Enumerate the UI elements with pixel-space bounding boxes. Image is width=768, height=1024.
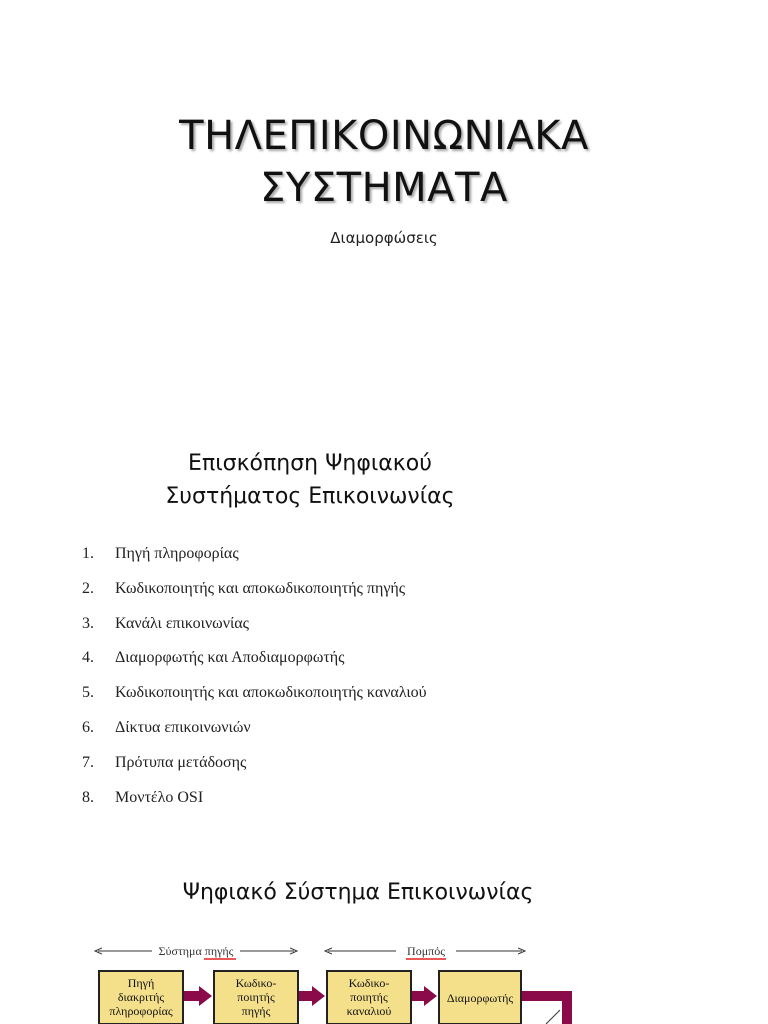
list-item (82, 649, 427, 684)
list-item-number: 5. (82, 684, 94, 702)
overview-heading (0, 447, 620, 513)
span-source-label: Σύστημα πηγής (158, 944, 234, 958)
main-title-line1: ΤΗΛΕΠΙΚΟΙΝΩΝΙΑΚΑ (179, 113, 589, 159)
main-title (0, 110, 768, 214)
list-item (82, 615, 427, 650)
block-source-line2: διακριτής (117, 990, 165, 1004)
list-item (82, 719, 427, 754)
list-item-label: Κωδικοποιητής και αποκωδικοποιητής καναλιού (115, 684, 427, 702)
block-modulator (439, 971, 521, 1024)
list-item-number: 7. (82, 753, 94, 771)
list-item-number: 4. (82, 649, 94, 667)
block-channel-encoder (327, 971, 411, 1024)
list-item-label: Κωδικοποιητής και αποκωδικοποιητής πηγής (115, 579, 406, 597)
block-source (99, 971, 183, 1024)
block-channel-encoder-line3: καναλιού (346, 1004, 392, 1018)
list-item-label: Διαμορφωτής και Αποδιαμορφωτής (115, 649, 345, 667)
main-title-line2: ΣΥΣΤΗΜΑΤΑ (260, 165, 508, 211)
block-source-line1: Πηγή (127, 976, 155, 990)
flow-arrow-output (522, 991, 572, 1024)
list-item (82, 580, 427, 615)
block-source-encoder-line3: πηγής (241, 1004, 271, 1018)
block-channel-encoder-line2: ποιητής (350, 990, 388, 1004)
span-transmitter (328, 944, 522, 959)
block-channel-encoder-line1: Κωδικο- (348, 976, 390, 990)
list-item-number: 1. (82, 545, 94, 562)
list-item (82, 684, 427, 719)
list-item (82, 545, 427, 580)
list-item-number: 2. (82, 579, 94, 597)
main-subtitle: Διαμορφώσεις (330, 229, 438, 247)
list-item (82, 789, 427, 824)
list-item-number: 8. (82, 788, 94, 806)
list-item-label: Δίκτυα επικοινωνιών (115, 718, 251, 736)
block-source-encoder-line1: Κωδικο- (235, 976, 277, 990)
digital-system-heading: Ψηφιακό Σύστημα Επικοινωνίας (182, 880, 534, 905)
overview-heading-line2: Συστήματος Επικοινωνίας (165, 484, 455, 509)
list-item-label: Κανάλι επικοινωνίας (115, 614, 249, 632)
list-item-label: Μοντέλο OSI (115, 788, 204, 806)
block-modulator-line1: Διαμορφωτής (446, 991, 514, 1005)
flow-arrow-1 (184, 986, 212, 1006)
block-diagram (0, 930, 768, 1024)
list-item-label: Πρότυπα μετάδοσης (115, 753, 247, 771)
list-item (82, 754, 427, 789)
list-item-label: Πηγή πληροφορίας (115, 545, 239, 562)
output-line (546, 1010, 560, 1024)
flow-arrow-3 (412, 986, 437, 1006)
span-source-system (98, 944, 294, 959)
flow-arrow-2 (299, 986, 325, 1006)
block-source-encoder (214, 971, 298, 1024)
list-item-number: 6. (82, 718, 94, 736)
overview-list (82, 545, 427, 823)
block-source-line3: πληροφορίας (109, 1004, 173, 1018)
span-transmitter-label: Πομπός (407, 944, 445, 958)
overview-heading-line1: Επισκόπηση Ψηφιακού (188, 451, 432, 476)
list-item-number: 3. (82, 614, 94, 632)
block-source-encoder-line2: ποιητής (237, 990, 275, 1004)
